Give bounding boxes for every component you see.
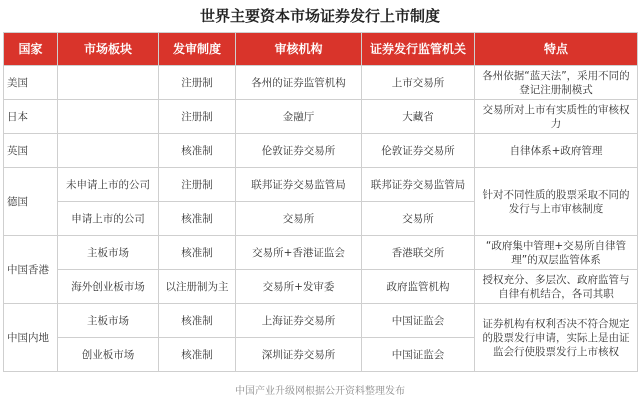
regulator-cell: 政府监管机构 — [362, 270, 475, 304]
country-cell: 英国 — [4, 134, 58, 168]
board-cell — [58, 134, 159, 168]
feature-cell: 证券机构有权利否决不符合规定的股票发行申请，实际上是由证监会行使股票发行上市核权 — [475, 304, 638, 372]
regulator-cell: 中国证监会 — [362, 338, 475, 372]
regulator-cell: 大藏省 — [362, 100, 475, 134]
feature-cell: 授权充分、多层次、政府监管与自律有机结合，各司其职 — [475, 270, 638, 304]
source-note: 中国产业升级网根据公开资料整理发布 — [235, 386, 405, 397]
table-row — [4, 100, 638, 134]
board-cell: 未申请上市的公司 — [58, 168, 159, 202]
board-cell — [58, 100, 159, 134]
table-row — [4, 168, 638, 202]
header-row — [4, 33, 638, 66]
board-cell — [58, 66, 159, 100]
board-cell: 主板市场 — [58, 236, 159, 270]
reviewer-cell: 交易所+发审委 — [236, 270, 362, 304]
header-country: 国家 — [4, 33, 58, 66]
reviewer-cell: 上海证券交易所 — [236, 304, 362, 338]
header-regulator: 证券发行监管机关 — [362, 33, 475, 66]
header-board: 市场板块 — [58, 33, 159, 66]
system-cell: 核准制 — [159, 236, 236, 270]
board-cell: 主板市场 — [58, 304, 159, 338]
board-cell: 申请上市的公司 — [58, 202, 159, 236]
regulator-cell: 交易所 — [362, 202, 475, 236]
country-cell: 德国 — [4, 168, 58, 236]
regulator-cell: 伦敦证券交易所 — [362, 134, 475, 168]
table-row — [4, 66, 638, 100]
feature-cell: 自律体系+政府管理 — [475, 134, 638, 168]
reviewer-cell: 伦敦证券交易所 — [236, 134, 362, 168]
reviewer-cell: 联邦证券交易监管局 — [236, 168, 362, 202]
feature-cell: 交易所对上市有实质性的审核权力 — [475, 100, 638, 134]
regulator-cell: 中国证监会 — [362, 304, 475, 338]
feature-cell: 针对不同性质的股票采取不同的发行与上市审核制度 — [475, 168, 638, 236]
reviewer-cell: 交易所 — [236, 202, 362, 236]
system-table — [3, 32, 638, 372]
regulator-cell: 上市交易所 — [362, 66, 475, 100]
reviewer-cell: 深圳证券交易所 — [236, 338, 362, 372]
regulator-cell: 联邦证券交易监管局 — [362, 168, 475, 202]
board-cell: 创业板市场 — [58, 338, 159, 372]
system-cell: 注册制 — [159, 66, 236, 100]
country-cell: 日本 — [4, 100, 58, 134]
header-reviewer: 审核机构 — [236, 33, 362, 66]
system-cell: 核准制 — [159, 304, 236, 338]
table-row — [4, 236, 638, 270]
country-cell: 中国香港 — [4, 236, 58, 304]
header-system: 发审制度 — [159, 33, 236, 66]
table-row — [4, 304, 638, 338]
system-cell: 注册制 — [159, 100, 236, 134]
table-row — [4, 134, 638, 168]
feature-cell: “政府集中管理+交易所自律管理”的双层监管体系 — [475, 236, 638, 270]
country-cell: 美国 — [4, 66, 58, 100]
country-cell: 中国内地 — [4, 304, 58, 372]
feature-cell: 各州依据“蓝天法”，采用不同的登记注册制模式 — [475, 66, 638, 100]
reviewer-cell: 各州的证券监管机构 — [236, 66, 362, 100]
system-cell: 以注册制为主 — [159, 270, 236, 304]
page-title: 世界主要资本市场证券发行上市制度 — [199, 7, 440, 25]
system-cell: 注册制 — [159, 168, 236, 202]
table-row — [4, 270, 638, 304]
system-cell: 核准制 — [159, 134, 236, 168]
reviewer-cell: 金融厅 — [236, 100, 362, 134]
header-feature: 特点 — [475, 33, 638, 66]
reviewer-cell: 交易所+香港证监会 — [236, 236, 362, 270]
system-cell: 核准制 — [159, 338, 236, 372]
regulator-cell: 香港联交所 — [362, 236, 475, 270]
board-cell: 海外创业板市场 — [58, 270, 159, 304]
system-cell: 核准制 — [159, 202, 236, 236]
